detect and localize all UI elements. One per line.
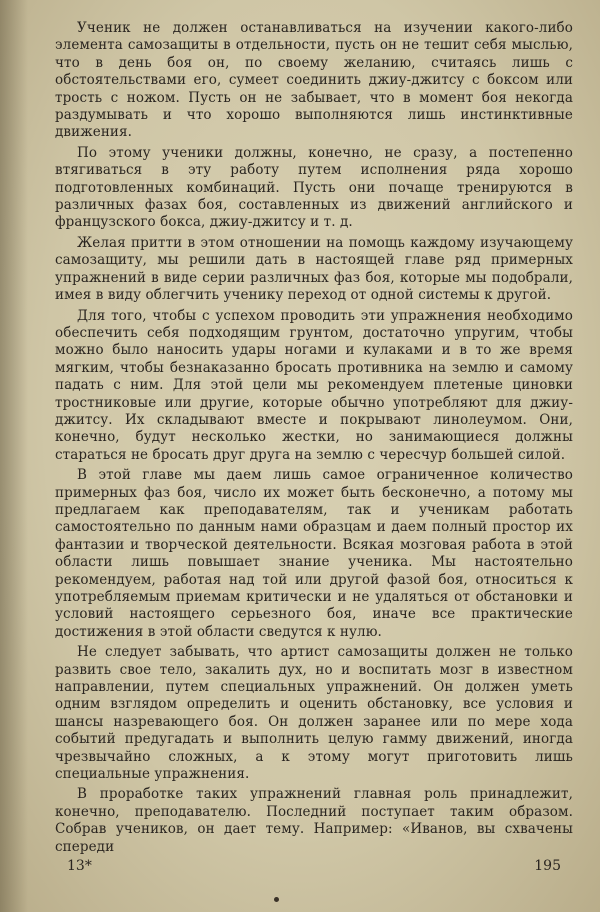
paragraph: Желая притти в этом отношении на помощь каждому изучающему самозащиту, мы решили дать в настоящей главе ряд примерных упражнений в виде серии различных фаз боя, которые мы подобрали, имея в виду облегчить ученику переход от одной системы к другой. — [55, 234, 573, 304]
binding-hole-dot — [274, 897, 279, 902]
paragraph: В этой главе мы даем лишь самое ограниченное количество примерных фаз боя, число их может быть бесконечно, а потому мы предлагаем как преподавателям, так и ученикам работать самостоятельно по данным нами образцам и даем полный простор их фантазии и творческой деятельности. Всякая мозговая работа в этой области лишь повышает знание ученика. Мы настоятельно рекомендуем, работая над той или другой фазой боя, относиться к употребляемым приемам критически и не удаляться от обстановки и условий настоящего серьезного боя, иначе все практические достижения в этой области сведутся к нулю. — [55, 467, 573, 640]
paragraph: Не следует забывать, что артист самозащиты должен не только развить свое тело, закалить дух, но и воспитать мозг в известном направлении, путем специальных упражнений. Он должен уметь одним взглядом определить и оценить обстановку, все условия и шансы назревающего боя. Он должен заранее или по мере хода событий предугадать и выполнить целую гамму движений, иногда чрезвычайно сложных, а к этому могут приготовить лишь специальные упражнения. — [55, 644, 573, 783]
paragraph: Для того, чтобы с успехом проводить эти упражнения необходимо обеспечить себя подходящим грунтом, достаточно упругим, чтобы можно было наносить удары ногами и кулаками и в то же время мягким, чтобы безнаказанно бросать противника на землю и самому падать с ним. Для этой цели мы рекомендуем плетеные циновки тростниковые или другие, которые обычно употребляют для джиу-джитсу. Их складывают вместе и покрывают линолеумом. Они, конечно, будут несколько жестки, но занимающиеся должны стараться не бросать друг друга на землю с чересчур большей силой. — [55, 307, 573, 463]
paragraph: Ученик не должен останавливаться на изучении какого-либо элемента самозащиты в отдельности, пусть он не тешит себя мыслью, что в день боя он, по своему желанию, считаясь лишь с обстоятельствами его, сумеет соединить джиу-джитсу с боксом или трость с ножом. Пусть он не забывает, что в момент боя некогда раздумывать и что хорошо выполняются лишь инстинктивные движения. — [55, 20, 573, 141]
paragraph: По этому ученики должны, конечно, не сразу, а постепенно втягиваться в эту работу путем исполнения ряда хорошо подготовленных комбинаций. Пусть они почаще тренируются в различных фазах боя, составленных из движений английского и французского бокса, джиу-джитсу и т. д. — [55, 144, 573, 231]
page-number: 195 — [534, 858, 561, 874]
signature-mark: 13* — [67, 858, 92, 874]
body-text — [55, 20, 573, 859]
binding-shadow — [0, 0, 28, 912]
paragraph: В проработке таких упражнений главная роль принадлежит, конечно, преподавателю. Последний поступает таким образом. Собрав учеников, он дает тему. Например: «Иванов, вы схвачены спереди — [55, 786, 573, 855]
